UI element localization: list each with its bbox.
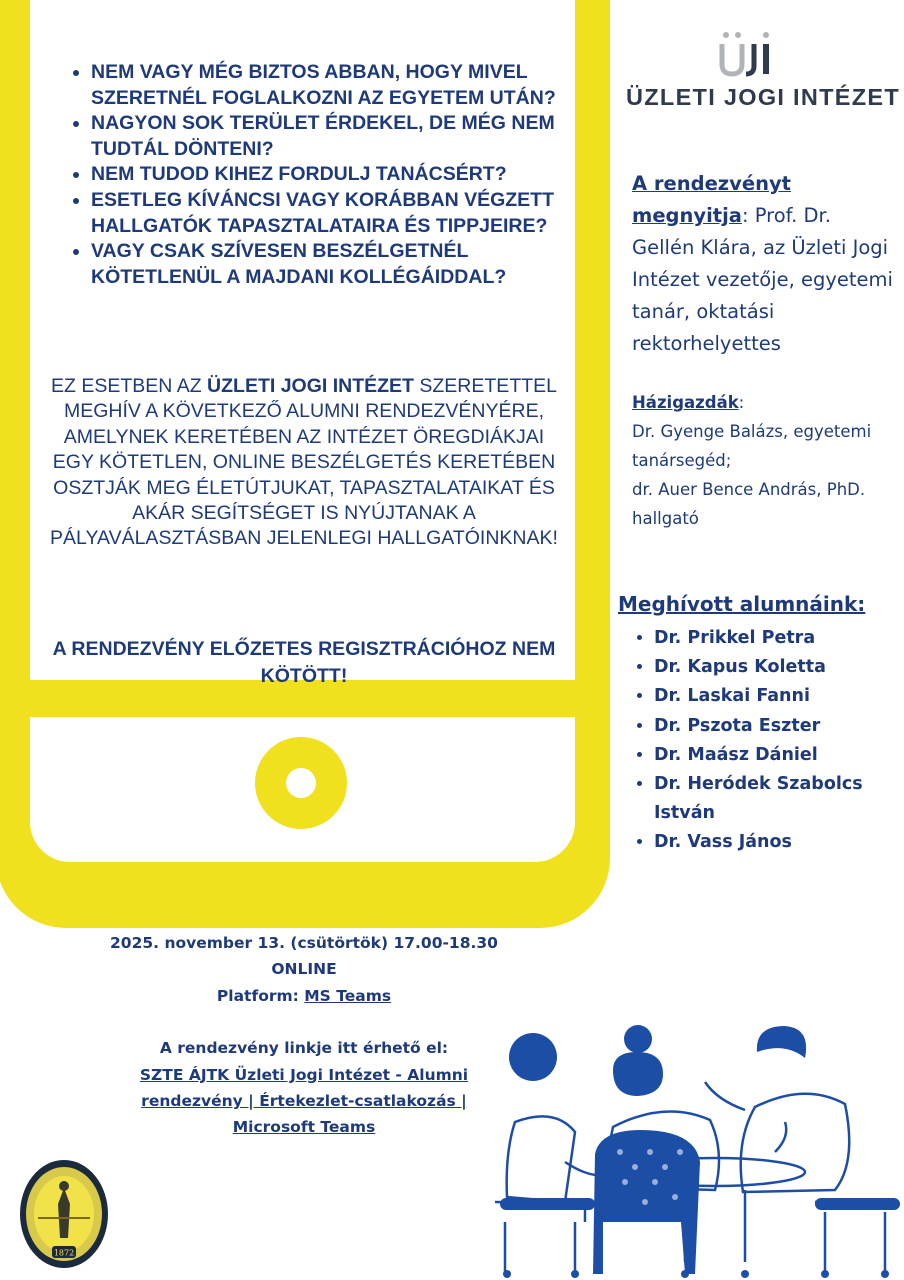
opener-text: : Prof. Dr. Gellén Klára, az Üzleti Jogi Intézet vezetője, egyetemi tanár, oktatási rektorhelyettes: [632, 204, 893, 355]
alumni-item: • Dr. Vass János: [654, 828, 904, 857]
event-datetime: 2025. november 13. (csütörtök) 17.00-18.30: [110, 934, 498, 952]
invitation-text: [50, 374, 558, 552]
hosts-colon: :: [738, 393, 745, 412]
home-button-graphic: [255, 737, 347, 829]
hosts-label: Házigazdák: [632, 393, 739, 412]
question-item: • VAGY CSAK SZÍVESEN BESZÉLGETNÉL KÖTETLENÜL A MAJDANI KOLLÉGÁIDDAL?: [91, 239, 586, 290]
host-item: Dr. Gyenge Balázs, egyetemi tanársegéd;: [632, 422, 872, 470]
link-intro: A rendezvény linkje itt érhető el:: [159, 1039, 449, 1058]
logo-mark-text: ÜJI: [747, 77, 749, 78]
opener-block: [632, 168, 894, 360]
platform-label: Platform:: [216, 986, 305, 1005]
alumni-item: • Dr. Laskai Fanni: [654, 682, 904, 711]
institute-logo-text: ÜZLETI JOGI INTÉZET: [626, 84, 901, 110]
event-mode: ONLINE: [271, 960, 337, 979]
alumni-title: Meghívott alumnáink:: [618, 592, 866, 616]
alumni-item: • Dr. Maász Dániel: [654, 741, 904, 770]
alumni-item: • Dr. Pszota Eszter: [654, 712, 904, 741]
event-platform: [40, 983, 568, 1009]
question-item: • NEM TUDOD KIHEZ FORDULJ TANÁCSÉRT?: [91, 162, 586, 188]
question-item: • NAGYON SOK TERÜLET ÉRDEKEL, DE MÉG NEM TUDTÁL DÖNTENI?: [91, 111, 586, 162]
question-list: [72, 60, 586, 290]
question-item: • ESETLEG KÍVÁNCSI VAGY KORÁBBAN VÉGZETT HALLGATÓK TAPASZTALATAIRA ÉS TIPPJEIRE?: [91, 188, 586, 239]
alumni-list: [632, 624, 904, 858]
alumni-item: • Dr. Heródek Szabolcs István: [654, 770, 904, 828]
teams-meeting-link[interactable]: SZTE ÁJTK Üzleti Jogi Intézet - Alumni rendezvény | Értekezlet-csatlakozás | Microsoft Teams: [139, 1065, 469, 1137]
alumni-item: • Dr. Prikkel Petra: [654, 624, 904, 653]
host-item: dr. Auer Bence András, PhD. hallgató: [632, 480, 866, 528]
people-meeting-illustration-icon: [485, 1012, 904, 1280]
alumni-item: • Dr. Kapus Koletta: [654, 653, 904, 682]
platform-link[interactable]: MS Teams: [304, 986, 392, 1005]
institute-name: ÜZLETI JOGI INTÉZET: [207, 375, 414, 397]
question-item: • NEM VAGY MÉG BIZTOS ABBAN, HOGY MIVEL SZERETNÉL FOGLALKOZNI AZ EGYETEM UTÁN?: [91, 60, 586, 111]
seal-year: 1872: [53, 1248, 75, 1258]
opener-label: A rendezvényt megnyitja: [632, 172, 791, 227]
invitation-pre: EZ ESETBEN AZ: [51, 375, 208, 397]
registration-note: A RENDEZVÉNY ELŐZETES REGISZTRÁCIÓHOZ NEM KÖTÖTT!: [52, 638, 556, 687]
university-seal-icon: [18, 1158, 110, 1270]
hosts-block: [632, 388, 894, 533]
institute-logo-icon: [718, 30, 776, 78]
invitation-post: SZERETETTEL MEGHÍV A KÖVETKEZŐ ALUMNI RENDEZVÉNYÉRE, AMELYNEK KERETÉBEN AZ INTÉZET ÖREGDIÁKJAI EGY KÖTETLEN, ONLINE BESZÉLGETÉS KERETÉBEN OSZTJÁK MEG ÉLETÚTJUKAT, TAPASZTALATAIKAT ÉS AKÁR SEGÍTSÉGET IS NYÚJTANAK A PÁLYAVÁLASZTÁSBAN JELENLEGI HALLGATÓINKNAK!: [50, 375, 558, 550]
